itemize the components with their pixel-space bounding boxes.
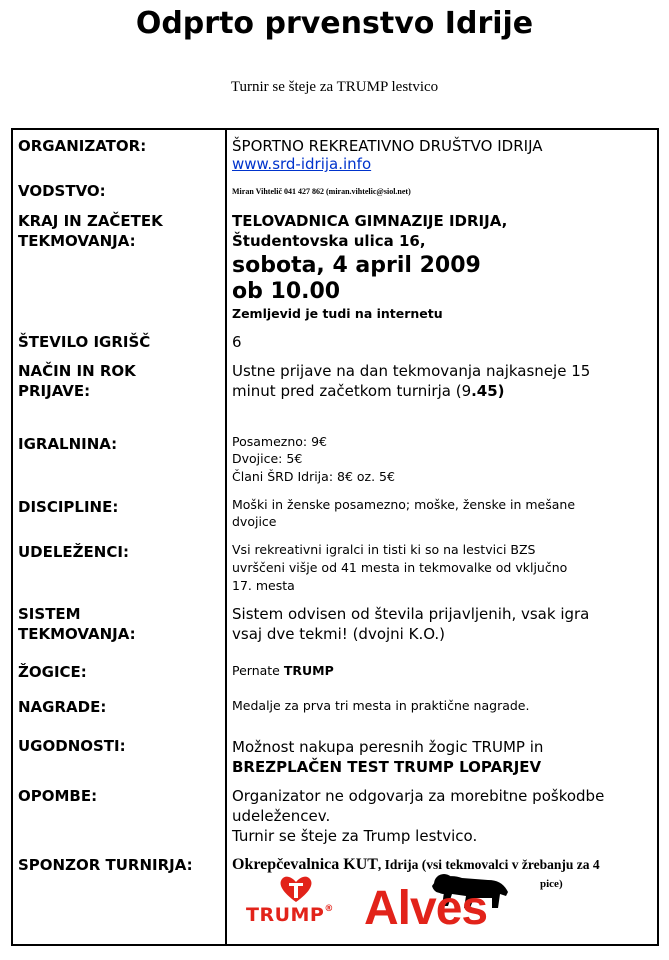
shuttlecocks-text: Pernate	[232, 663, 284, 678]
sponsor-text-line2: pice)	[540, 878, 563, 890]
discipline-line2: dvojice	[232, 514, 277, 529]
map-note: Zemljevid je tudi na internetu	[232, 306, 443, 321]
event-time: ob 10.00	[232, 279, 341, 304]
event-date: sobota, 4 april 2009	[232, 253, 481, 278]
page-subtitle: Turnir se šteje za TRUMP lestvico	[230, 79, 439, 95]
registration-time: .45)	[471, 382, 505, 400]
alves-logo-text: Alves	[364, 882, 488, 935]
organizer-link[interactable]: www.srd-idrija.info	[232, 155, 372, 173]
prizes: Medalje za prva tri mesta in praktične nagrade.	[232, 698, 530, 713]
venue-line1: TELOVADNICA GIMNAZIJE IDRIJA,	[232, 212, 508, 230]
label-udelezenci: UDELEŽENCI:	[18, 543, 129, 561]
sponsor-text-line1	[232, 856, 600, 873]
notes-line3: Turnir se šteje za Trump lestvico.	[232, 827, 478, 845]
label-igralnina: IGRALNINA:	[18, 435, 118, 453]
trump-emblem-icon	[276, 874, 316, 904]
notes-line1: Organizator ne odgovarja za morebitne poškodbe	[232, 787, 605, 805]
label-nacin-line2: PRIJAVE:	[18, 382, 91, 400]
label-kraj-line2: TEKMOVANJA:	[18, 232, 136, 250]
sponsor-name: Okrepčevalnica KUT	[232, 856, 378, 873]
participants-line2: uvrščeni višje od 41 mesta in tekmovalke od vključno	[232, 560, 568, 575]
court-count: 6	[232, 333, 242, 351]
fee-single: Posamezno: 9€	[232, 434, 328, 449]
label-kraj-line1: KRAJ IN ZAČETEK	[18, 212, 163, 230]
fee-doubles: Dvojice: 5€	[232, 451, 303, 466]
sponsor-text: , Idrija (vsi tekmovalci v žrebanju za 4	[377, 857, 600, 872]
participants-line3: 17. mesta	[232, 578, 295, 593]
label-ugodnosti: UGODNOSTI:	[18, 737, 126, 755]
label-sponzor: SPONZOR TURNIRJA:	[18, 856, 193, 874]
label-igrisca: ŠTEVILO IGRIŠČ	[18, 333, 151, 351]
label-sistem-line2: TEKMOVANJA:	[18, 625, 136, 643]
venue-line2: Študentovska ulica 16,	[232, 232, 426, 250]
trump-registered-mark: ®	[324, 904, 334, 914]
benefits-line1: Možnost nakupa peresnih žogic TRUMP in	[232, 738, 544, 756]
trump-logo-text: TRUMP	[246, 904, 325, 926]
registration-line1: Ustne prijave na dan tekmovanja najkasneje 15	[232, 362, 591, 380]
label-organizator: ORGANIZATOR:	[18, 137, 147, 155]
notes-line2: udeležencev.	[232, 807, 331, 825]
label-vodstvo: VODSTVO:	[18, 182, 106, 200]
organizer-name: ŠPORTNO REKREATIVNO DRUŠTVO IDRIJA	[232, 137, 543, 155]
trump-logo	[244, 874, 354, 930]
label-zogice: ŽOGICE:	[18, 663, 87, 681]
registration-line2	[232, 381, 505, 401]
registration-text: minut pred začetkom turnirja (9	[232, 382, 472, 400]
benefits-line2: BREZPLAČEN TEST TRUMP LOPARJEV	[232, 758, 542, 776]
discipline-line1: Moški in ženske posamezno; moške, ženske in mešane	[232, 497, 576, 512]
fee-members: Člani ŠRD Idrija: 8€ oz. 5€	[232, 469, 395, 484]
label-sistem-line1: SISTEM	[18, 605, 81, 623]
label-opombe: OPOMBE:	[18, 787, 98, 805]
system-line2: vsaj dve tekmi! (dvojni K.O.)	[232, 625, 446, 643]
participants-line1: Vsi rekreativni igralci in tisti ki so na lestvici BZS	[232, 542, 536, 557]
column-divider	[225, 128, 227, 946]
shuttlecocks-brand: TRUMP	[283, 663, 334, 678]
page-title: Odprto prvenstvo Idrije	[135, 6, 534, 41]
system-line1: Sistem odvisen od števila prijavljenih, vsak igra	[232, 605, 590, 623]
label-nacin-line1: NAČIN IN ROK	[18, 362, 136, 380]
shuttlecocks	[232, 663, 334, 679]
label-discipline: DISCIPLINE:	[18, 498, 119, 516]
vodstvo-contact: Miran Vihtelič 041 427 862 (miran.vihtelic@siol.net)	[232, 187, 411, 196]
alves-logo	[364, 872, 534, 938]
label-nagrade: NAGRADE:	[18, 698, 107, 716]
